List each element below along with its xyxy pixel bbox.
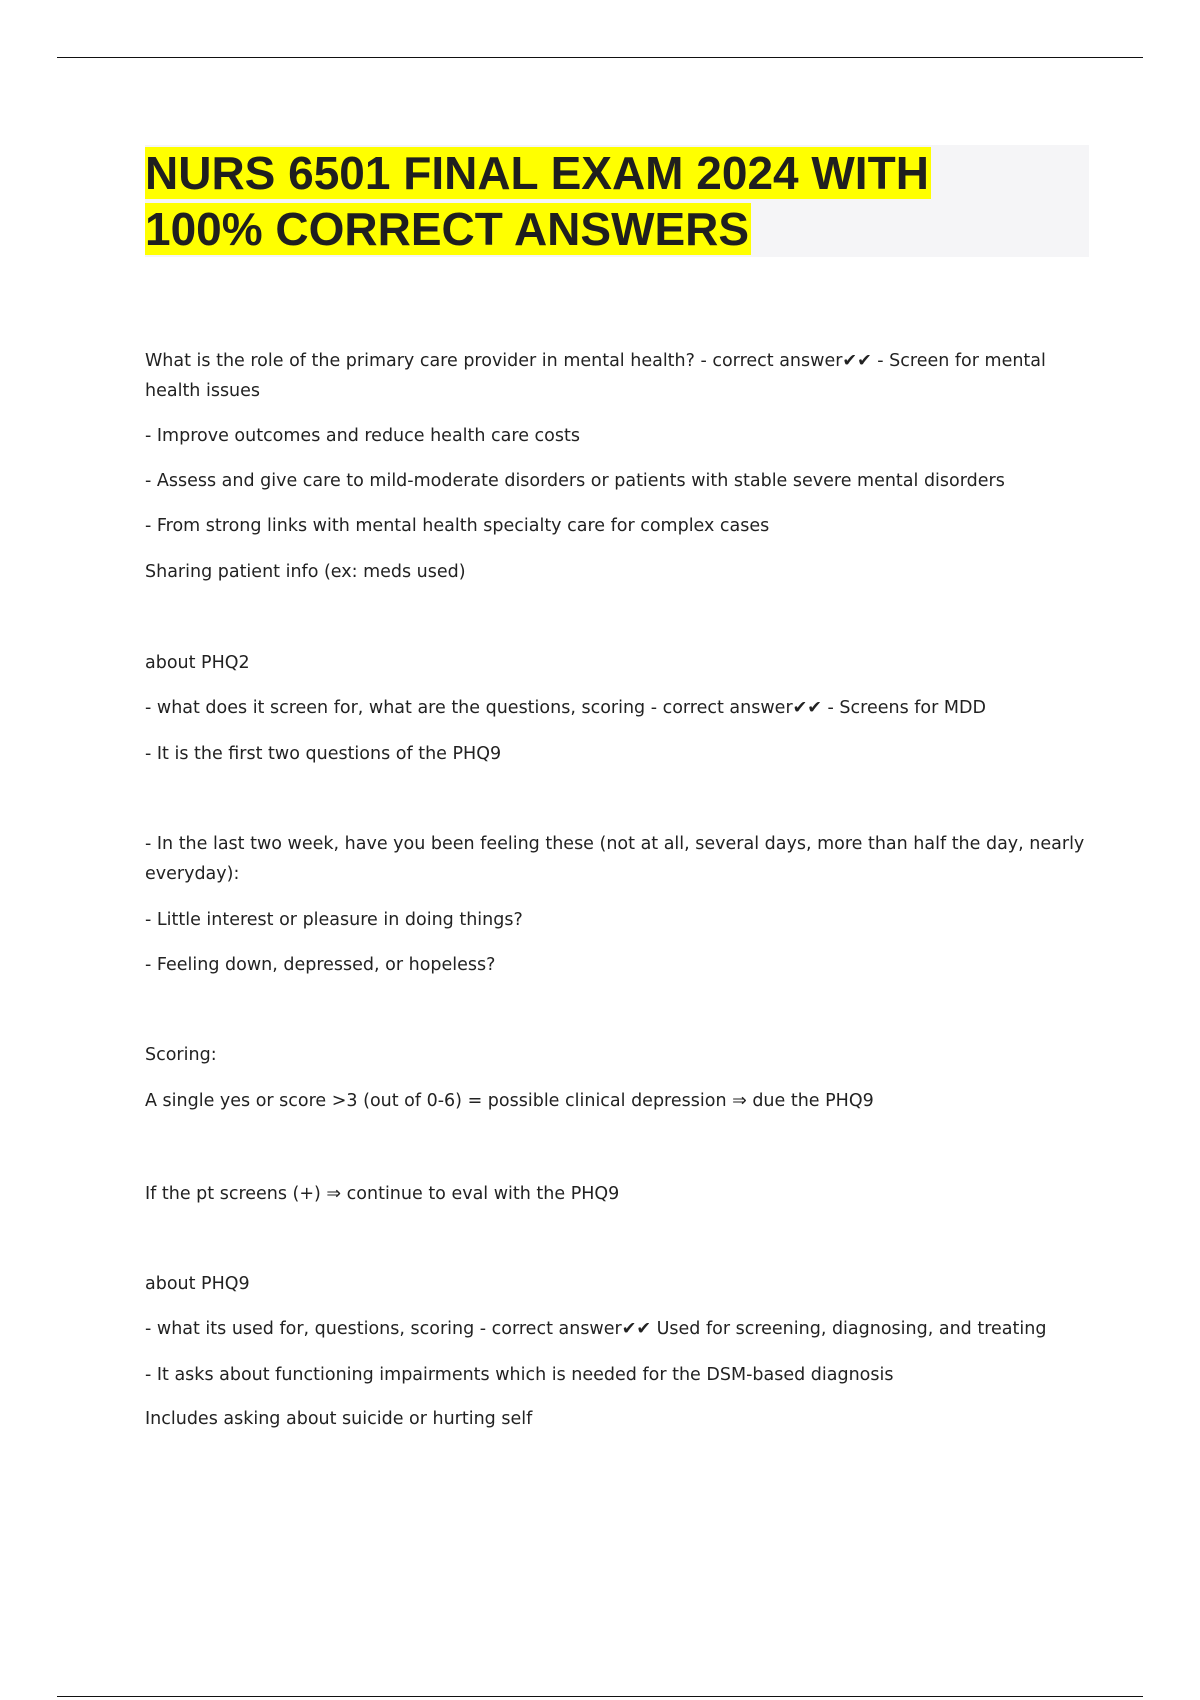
paragraph-suicide: Includes asking about suicide or hurting self xyxy=(145,1409,533,1429)
paragraph-primary-care-role: What is the role of the primary care provider in mental health? - correct answer✔✔ - Screen for mental health issues xyxy=(145,351,1046,401)
heading-scoring: Scoring: xyxy=(145,1045,217,1065)
paragraph-feeling-down: - Feeling down, depressed, or hopeless? xyxy=(145,955,496,975)
document-title xyxy=(145,145,1089,257)
paragraph-last-two-weeks: - In the last two week, have you been feeling these (not at all, several days, more than half the day, nearly everyday): xyxy=(145,834,1085,884)
paragraph-single-yes: A single yes or score >3 (out of 0-6) = possible clinical depression ⇒ due the PHQ9 xyxy=(145,1091,874,1111)
header-rule xyxy=(57,57,1143,58)
paragraph-improve-outcomes: - Improve outcomes and reduce health care costs xyxy=(145,426,580,446)
title-line-1: NURS 6501 FINAL EXAM 2024 WITH xyxy=(145,147,929,199)
paragraph-pt-screens: If the pt screens (+) ⇒ continue to eval with the PHQ9 xyxy=(145,1184,620,1204)
paragraph-assess-care: - Assess and give care to mild-moderate disorders or patients with stable severe mental disorders xyxy=(145,471,1005,491)
heading-about-phq2: about PHQ2 xyxy=(145,653,250,673)
paragraph-phq2-screen: - what does it screen for, what are the questions, scoring - correct answer✔✔ - Screens for MDD xyxy=(145,698,986,718)
paragraph-little-interest: - Little interest or pleasure in doing things? xyxy=(145,910,523,930)
paragraph-phq9-used-for: - what its used for, questions, scoring - correct answer✔✔ Used for screening, diagnosing, and treating xyxy=(145,1319,1047,1339)
paragraph-functioning-impairments: - It asks about functioning impairments which is needed for the DSM-based diagnosis xyxy=(145,1365,894,1385)
heading-about-phq9: about PHQ9 xyxy=(145,1274,250,1294)
paragraph-phq2-first-two: - It is the first two questions of the PHQ9 xyxy=(145,744,502,764)
title-line-2: 100% CORRECT ANSWERS xyxy=(145,203,750,255)
title-box xyxy=(145,145,1089,257)
footer-rule xyxy=(57,1696,1143,1697)
paragraph-strong-links: - From strong links with mental health specialty care for complex cases xyxy=(145,516,770,536)
paragraph-sharing-info: Sharing patient info (ex: meds used) xyxy=(145,562,466,582)
